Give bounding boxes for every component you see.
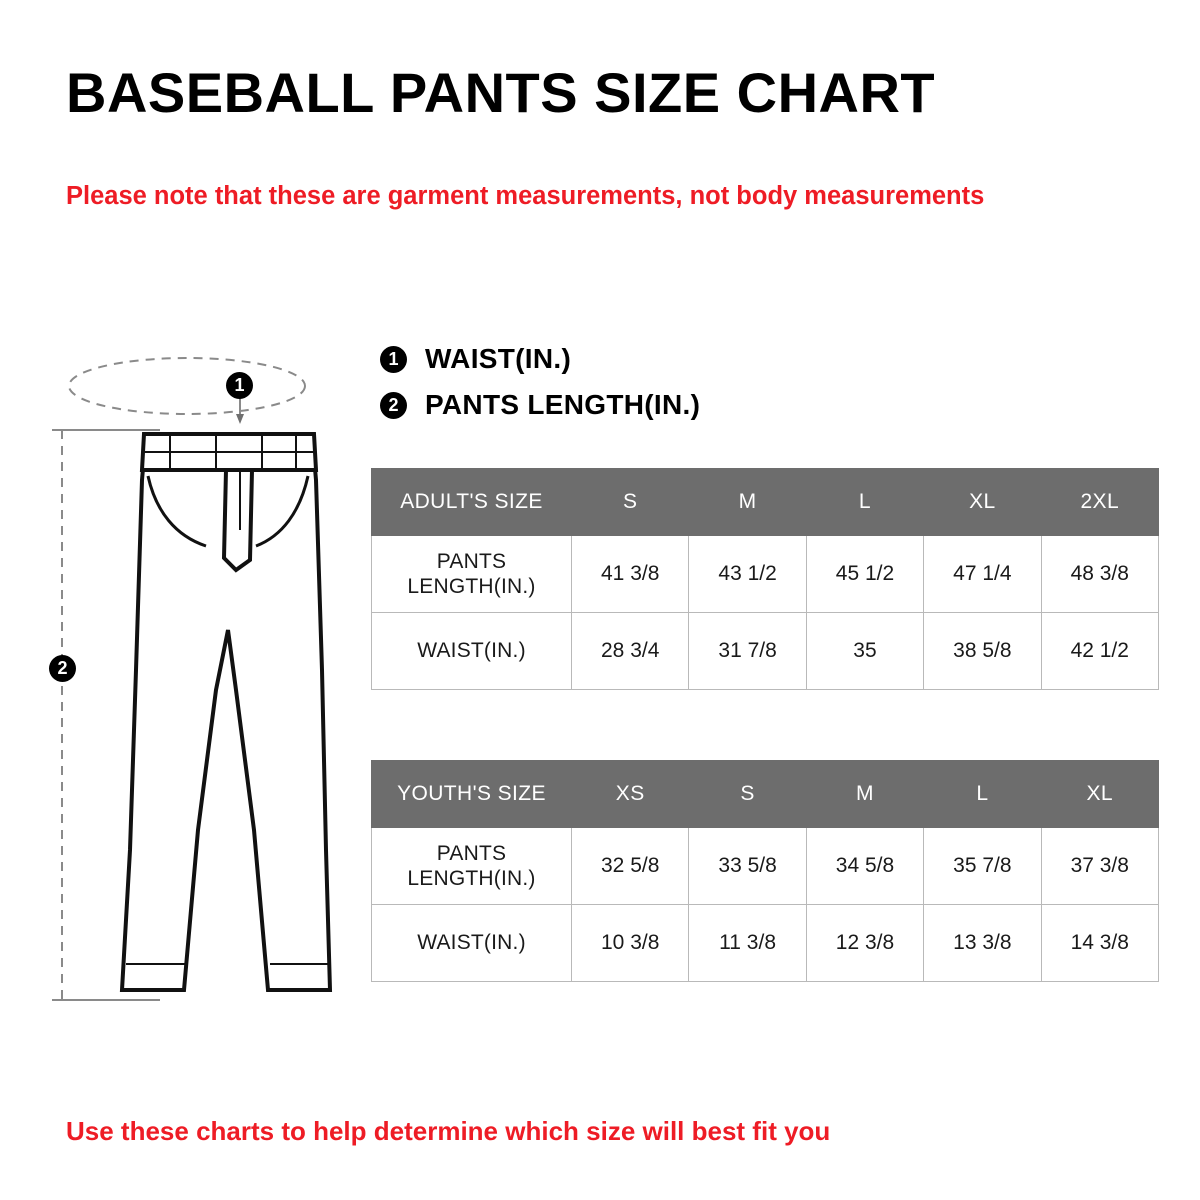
adults-header-m: M: [689, 469, 806, 536]
youths-row-label-pants-length: PANTS LENGTH(IN.): [372, 828, 572, 905]
youths-pants-length-xl: 37 3/8: [1041, 828, 1158, 905]
legend-label-waist: WAIST(IN.): [425, 343, 572, 374]
youths-waist-xl: 14 3/8: [1041, 905, 1158, 982]
adults-header-2xl: 2XL: [1041, 469, 1158, 536]
youths-header-xl: XL: [1041, 761, 1158, 828]
youths-table-header-row: [372, 761, 1159, 828]
adults-size-table: [371, 468, 1159, 690]
fit-guidance-note: Use these charts to help determine which size will best fit you: [66, 1116, 831, 1146]
youths-waist-s: 11 3/8: [689, 905, 806, 982]
youths-pants-length-l: 35 7/8: [924, 828, 1041, 905]
measurement-legend: [380, 336, 700, 428]
table-row: [372, 905, 1159, 982]
adults-waist-xl: 38 5/8: [924, 613, 1041, 690]
youths-pants-length-xs: 32 5/8: [572, 828, 689, 905]
adults-table-header-row: [372, 469, 1159, 536]
table-row: [372, 536, 1159, 613]
adults-row-label-waist: WAIST(IN.): [372, 613, 572, 690]
youths-header-s: S: [689, 761, 806, 828]
adults-waist-2xl: 42 1/2: [1041, 613, 1158, 690]
adults-row-label-pants-length: PANTS LENGTH(IN.): [372, 536, 572, 613]
adults-header-size: ADULT'S SIZE: [372, 469, 572, 536]
adults-pants-length-l: 45 1/2: [806, 536, 923, 613]
youths-waist-l: 13 3/8: [924, 905, 1041, 982]
adults-header-s: S: [572, 469, 689, 536]
diagram-badge-length-icon: 2: [49, 655, 76, 682]
youths-header-l: L: [924, 761, 1041, 828]
legend-label-pants-length: PANTS LENGTH(IN.): [425, 389, 701, 420]
legend-item-pants-length: [380, 382, 700, 428]
table-row: [372, 828, 1159, 905]
adults-header-l: L: [806, 469, 923, 536]
youths-row-label-waist: WAIST(IN.): [372, 905, 572, 982]
pants-illustration: [40, 330, 370, 1020]
youths-header-m: M: [806, 761, 923, 828]
adults-waist-l: 35: [806, 613, 923, 690]
adults-pants-length-s: 41 3/8: [572, 536, 689, 613]
youths-header-size: YOUTH'S SIZE: [372, 761, 572, 828]
youths-pants-length-s: 33 5/8: [689, 828, 806, 905]
badge-two-icon: 2: [380, 392, 407, 419]
youths-size-table: [371, 760, 1159, 982]
page-title: BASEBALL PANTS SIZE CHART: [66, 61, 936, 124]
adults-waist-m: 31 7/8: [689, 613, 806, 690]
youths-waist-m: 12 3/8: [806, 905, 923, 982]
adults-pants-length-m: 43 1/2: [689, 536, 806, 613]
youths-header-xs: XS: [572, 761, 689, 828]
pants-diagram-svg: [40, 330, 370, 1020]
youths-waist-xs: 10 3/8: [572, 905, 689, 982]
adults-pants-length-2xl: 48 3/8: [1041, 536, 1158, 613]
youths-pants-length-m: 34 5/8: [806, 828, 923, 905]
adults-pants-length-xl: 47 1/4: [924, 536, 1041, 613]
table-row: [372, 613, 1159, 690]
diagram-badge-waist-icon: 1: [226, 372, 253, 399]
adults-waist-s: 28 3/4: [572, 613, 689, 690]
legend-item-waist: [380, 336, 700, 382]
badge-one-icon: 1: [380, 346, 407, 373]
adults-header-xl: XL: [924, 469, 1041, 536]
measurement-disclaimer: Please note that these are garment measurements, not body measurements: [66, 182, 985, 210]
